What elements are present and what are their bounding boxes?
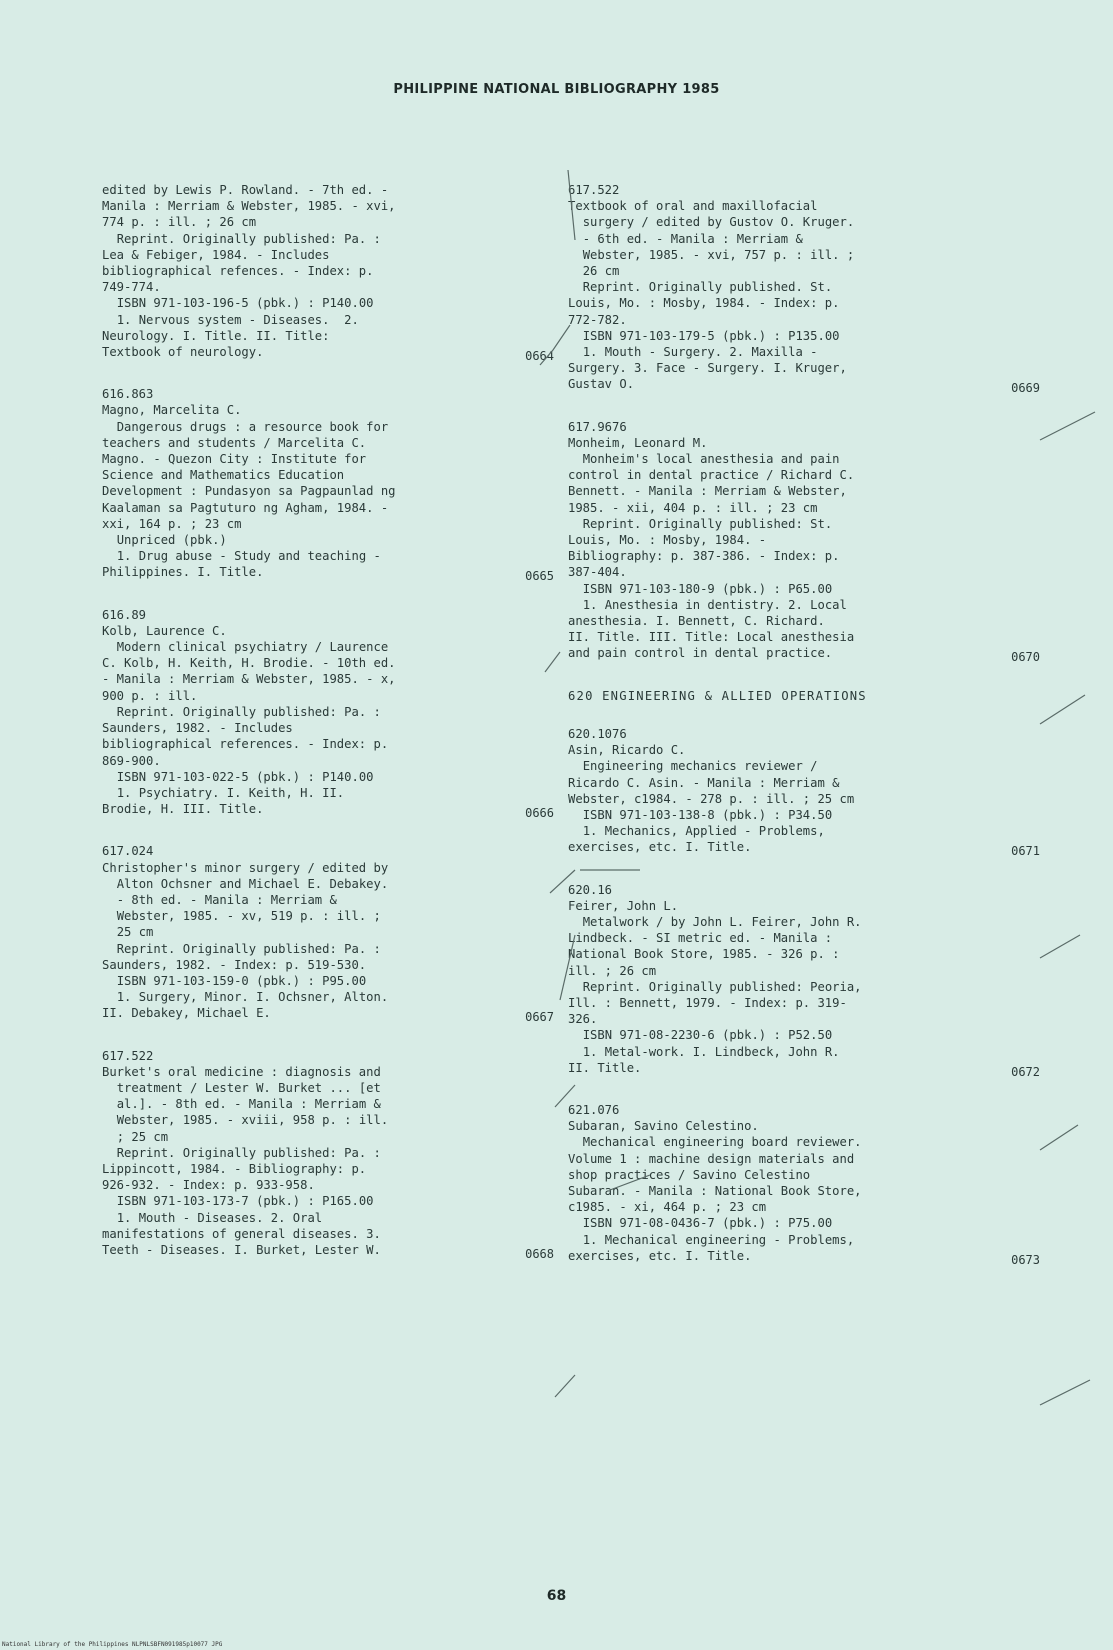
bibliography-entry bbox=[568, 182, 1058, 396]
entry-heading: Burket's oral medicine : diagnosis and bbox=[102, 1064, 381, 1079]
right-column bbox=[568, 182, 1058, 1290]
bibliography-entry bbox=[568, 882, 1058, 1079]
bibliography-entry bbox=[102, 1048, 572, 1259]
bibliography-entry bbox=[102, 386, 572, 584]
entry-heading: Subaran, Savino Celestino. bbox=[568, 1119, 759, 1134]
bibliography-entry bbox=[102, 182, 572, 364]
class-number: 617.9676 bbox=[568, 419, 627, 434]
bibliography-entry bbox=[568, 726, 1058, 859]
entry-heading: Feirer, John L. bbox=[568, 898, 679, 913]
entry-number: 0669 bbox=[1011, 381, 1040, 396]
entry-body: Modern clinical psychiatry / Laurence C. Kolb, H. Keith, H. Brodie. - 10th ed. - Manila : Merriam & Webster, 1985. - x, 900 p. : ill. Reprint. Originally published: Pa. : Saunders, 1982. - Includes bibliographical references. - Index: p. 869-900. ISBN 971-103-022-5 (pbk.) : P140.00 1. Psychiatry. I. Keith, H. II. Brodie, H. III. Title. bbox=[102, 640, 396, 817]
entry-number: 0670 bbox=[1011, 650, 1040, 665]
section-heading: 620 ENGINEERING & ALLIED OPERATIONS bbox=[568, 688, 867, 703]
entry-number: 0671 bbox=[1011, 844, 1040, 859]
class-number: 620.1076 bbox=[568, 726, 627, 741]
bibliography-entry bbox=[568, 1102, 1058, 1267]
entry-body: Monheim's local anesthesia and pain control in dental practice / Richard C. Bennett. - Manila : Merriam & Webster, 1985. - xii, 404 p. : ill. ; 23 cm Reprint. Originally published: St. Louis, Mo. : Mosby, 1984. - Bibliography: p. 387-386. - Index: p. 387-404. ISBN 971-103-180-9 (pbk.) : P65.00 1. Anesthesia in dentistry. 2. Local anesthesia. I. Bennett, C. Richard. II. Title. III. Title: Local anesthesia and pain control in dental practice. bbox=[568, 452, 855, 661]
bibliography-entry bbox=[102, 607, 572, 821]
entry-number: 0665 bbox=[525, 569, 554, 584]
entry-body: Dangerous drugs : a resource book for teachers and students / Marcelita C. Magno. - Quezon City : Institute for Science and Mathematics Education Development : Pundasyon sa Pagpaunlad ng Kaalaman sa Pagtuturo ng Agham, 1984. - xxi, 164 p. ; 23 cm Unpriced (pbk.) 1. Drug abuse - Study and teaching - Philippines. I. Title. bbox=[102, 419, 396, 580]
class-number: 620.16 bbox=[568, 882, 613, 897]
entry-body: Alton Ochsner and Michael E. Debakey. - 8th ed. - Manila : Merriam & Webster, 1985. - xv, 519 p. : ill. ; 25 cm Reprint. Originally published: Pa. : Saunders, 1982. - Index: p. 519-530. ISBN 971-103-159-0 (pbk.) : P95.00 1. Surgery, Minor. I. Ochsner, Alton. II. Debakey, Michael E. bbox=[102, 876, 389, 1021]
class-number: 621.076 bbox=[568, 1102, 620, 1117]
entry-number: 0666 bbox=[525, 806, 554, 821]
entry-body: Mechanical engineering board reviewer. Volume 1 : machine design materials and shop practices / Savino Celestino Subaran. - Manila : National Book Store, c1985. - xi, 464 p. ; 23 cm ISBN 971-08-0436-7 (pbk.) : P75.00 1. Mechanical engineering - Problems, exercises, etc. I. Title. bbox=[568, 1135, 862, 1263]
entry-heading: Monheim, Leonard M. bbox=[568, 435, 708, 450]
entry-body: Metalwork / by John L. Feirer, John R. Lindbeck. - SI metric ed. - Manila : National Book Store, 1985. - 326 p. : ill. ; 26 cm Reprint. Originally published: Peoria, Ill. : Bennett, 1979. - Index: p. 319- 326. ISBN 971-08-2230-6 (pbk.) : P52.50 1. Metal-work. I. Lindbeck, John R. II. Title. bbox=[568, 914, 862, 1075]
entry-body: surgery / edited by Gustov O. Kruger. - 6th ed. - Manila : Merriam & Webster, 1985. - xvi, 757 p. : ill. ; 26 cm Reprint. Originally published. St. Louis, Mo. : Mosby, 1984. - Index: p. 772-782. ISBN 971-103-179-5 (pbk.) : P135.00 1. Mouth - Surgery. 2. Maxilla - Surgery. 3. Face - Surgery. I. Kruger, Gustav O. bbox=[568, 215, 855, 392]
entry-heading: Magno, Marcelita C. bbox=[102, 403, 242, 418]
entry-heading: Textbook of oral and maxillofacial bbox=[568, 199, 818, 214]
entry-body: treatment / Lester W. Burket ... [et al.]. - 8th ed. - Manila : Merriam & Webster, 1985. - xviii, 958 p. : ill. ; 25 cm Reprint. Originally published: Pa. : Lippincott, 1984. - Bibliography: p. 926-932. - Index: p. 933-958. ISBN 971-103-173-7 (pbk.) : P165.00 1. Mouth - Diseases. 2. Oral manifestations of general diseases. 3. Teeth - Diseases. I. Burket, Lester W. bbox=[102, 1080, 389, 1257]
entry-number: 0664 bbox=[525, 349, 554, 364]
class-number: 616.863 bbox=[102, 387, 154, 402]
class-number: 617.522 bbox=[102, 1048, 154, 1063]
page-number: 68 bbox=[546, 1588, 567, 1604]
page-header: PHILIPPINE NATIONAL BIBLIOGRAPHY 1985 bbox=[393, 82, 720, 97]
entry-heading: Christopher's minor surgery / edited by bbox=[102, 860, 389, 875]
entry-number: 0667 bbox=[525, 1010, 554, 1025]
entry-number: 0673 bbox=[1011, 1252, 1040, 1267]
class-number: 617.024 bbox=[102, 844, 154, 859]
entry-number: 0672 bbox=[1011, 1064, 1040, 1079]
bibliography-entry bbox=[102, 843, 572, 1025]
entry-number: 0668 bbox=[525, 1246, 554, 1261]
class-number: 616.89 bbox=[102, 607, 147, 622]
bibliography-entry bbox=[568, 419, 1058, 665]
entry-heading: Asin, Ricardo C. bbox=[568, 743, 686, 758]
entry-heading: Kolb, Laurence C. bbox=[102, 623, 227, 638]
scan-footer: National Library of the Philippines NLPNLSBFN091985p10077 JPG bbox=[2, 1641, 223, 1648]
class-number: 617.522 bbox=[568, 183, 620, 197]
entry-body: edited by Lewis P. Rowland. - 7th ed. - Manila : Merriam & Webster, 1985. - xvi, 774 p. : ill. ; 26 cm Reprint. Originally published: Pa. : Lea & Febiger, 1984. - Includes bibliographical refences. - Index: p. 749-774. ISBN 971-103-196-5 (pbk.) : P140.00 1. Nervous system - Diseases. 2. Neurology. I. Title. II. Title: Textbook of neurology. bbox=[102, 183, 396, 360]
entry-body: Engineering mechanics reviewer / Ricardo C. Asin. - Manila : Merriam & Webster, c1984. - 278 p. : ill. ; 25 cm ISBN 971-103-138-8 (pbk.) : P34.50 1. Mechanics, Applied - Problems, exercises, etc. I. Title. bbox=[568, 759, 855, 855]
left-column bbox=[102, 182, 572, 1284]
